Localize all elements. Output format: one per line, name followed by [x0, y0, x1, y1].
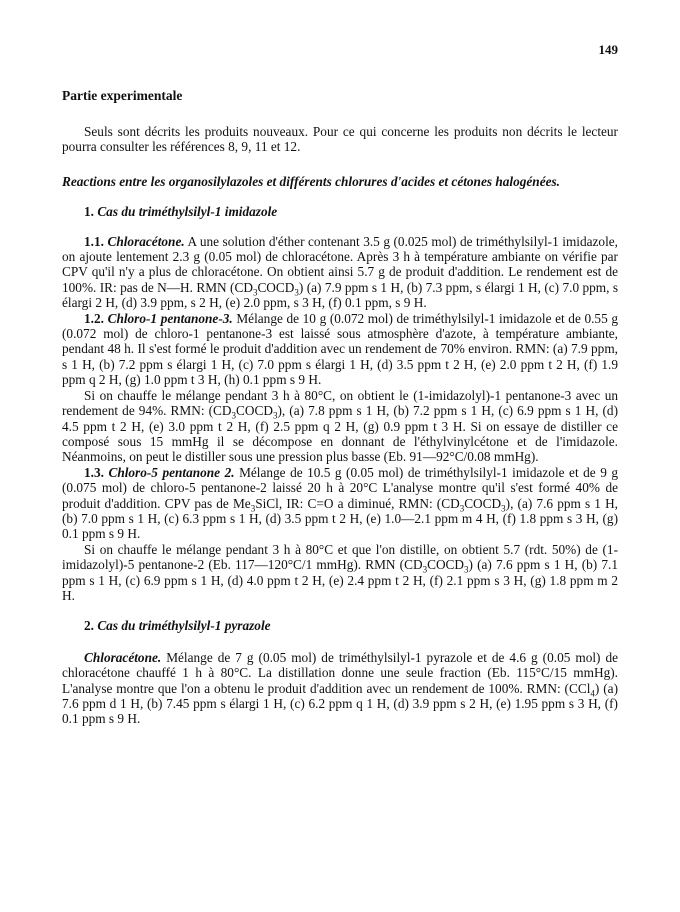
subsection-title: Cas du triméthylsilyl-1 pyrazole	[97, 618, 271, 634]
paragraph-title: Chloracétone.	[107, 233, 185, 249]
subscript: 3	[459, 503, 465, 514]
paragraph-number: 1.1.	[84, 233, 104, 249]
paragraph-title: Chloro-5 pentanone 2.	[108, 464, 235, 480]
paragraph-chloracetone-imidazole	[62, 234, 618, 311]
text-run: ) (a) 7.6 ppm d 1 H, (b) 7.45 ppm s élargi 1 H, (c) 6.2 ppm q 1 H, (d) 3.9 ppm s 2 H, (e) 1.95 ppm s 3 H, (f) 0.1 ppm s 9 H.	[62, 680, 618, 727]
subscript: 3	[501, 503, 506, 514]
text-run: Mélange de 7 g (0.05 mol) de triméthylsilyl-1 pyrazole et de 4.6 g (0.05 mol) de chloracétone chauffé 1 h à 80°C. La distillation donne une seule fraction (Eb. 115°C/15 mmHg). L'analyse montre que l'on a obtenu le produit d'addition avec un rendement de 100%. RMN: (CCl	[62, 649, 619, 696]
paragraph-label	[84, 311, 233, 326]
text-run: COCD	[464, 495, 502, 511]
text-run: COCD	[257, 279, 295, 295]
paragraph-number: 1.2.	[84, 310, 104, 326]
paragraph-heating-pentanone-3	[62, 388, 618, 465]
paragraph-label	[84, 465, 235, 480]
paragraph-label	[84, 234, 185, 249]
text-run: ) (a) 7.6 ppm s 1 H, (b) 7.1 ppm s 1 H, (c) 6.9 ppm s 1 H, (d) 4.0 ppm t 2 H, (e) 2.4 ppm t 2 H, (f) 2.1 ppm s 3 H, (g) 1.8 ppm m 2 H.	[62, 557, 618, 603]
paragraph-heating-pentanone-2	[62, 542, 618, 604]
text-run: COCD	[427, 557, 465, 573]
text-run: ), (a) 7.8 ppm s 1 H, (b) 7.2 ppm s 1 H, (c) 6.9 ppm s 1 H, (d) 4.5 ppm t 2 H, (e) 3.0 ppm t 2 H, (f) 2.5 ppm q 2 H, (g) 0.9 ppm t 3 H. Si on essaye de distiller ce composé sous 15 mmHg il se décompose en donnant de l'éthylvinylcétone et de l'imidazole. Néanmoins, on peut le distiller sous une pression plus basse (Eb. 91—92°C/0.08 mmHg).	[62, 403, 618, 465]
subscript: 3	[250, 503, 256, 514]
paragraph-chloro-pentanone-3	[62, 311, 618, 388]
subsection-number: 1.	[84, 204, 94, 220]
paragraph-title: Chloro-1 pentanone-3.	[107, 310, 233, 326]
text-run: ) (a) 7.9 ppm s 1 H, (b) 7.3 ppm, s élargi 1 H, (c) 7.0 ppm, s élargi 2 H, (d) 3.9 ppm, s 2 H, (e) 2.0 ppm, s 3 H, (f) 0.1 ppm, s 9 H.	[62, 279, 618, 311]
paragraph-chloro-pentanone-2	[62, 465, 618, 542]
text-run: SiCl, IR: C=O a diminué, RMN: (CD	[255, 495, 460, 511]
subscript: 3	[231, 410, 237, 421]
subsection-heading-pyrazole	[62, 618, 618, 633]
subscript: 3	[252, 287, 258, 298]
page-number: 149	[598, 42, 618, 57]
text-run: Mélange de 10.5 g (0.05 mol) de triméthylsilyl-1 imidazole et de 9 g (0.075 mol) de chloro-5 pentanone-2 laissé 20 h à 20°C L'analyse montre qu'il s'est formé 40% de produit d'addition. CPV pas de Me	[62, 464, 618, 511]
subscript: 3	[464, 564, 469, 575]
text-run: Mélange de 10 g (0.072 mol) de triméthylsilyl-1 imidazole et de 0.55 g (0.072 mol) de chloro-1 pentanone-3 est laissé sous atmosphère d'azote, à température ambiante, pendant 48 h. Il s'est formé le produit d'addition avec un rendement de 70% environ. RMN: (a) 7.9 ppm, s 1 H, (b) 7.2 ppm s élargi 1 H, (c) 7.0 ppm s élargi 1 H, (d) 3.5 ppm t 2 H, (e) 2.0 ppm t 2 H, (f) 1.9 ppm q 2 H, (g) 1.0 ppm t 3 H, (h) 0.1 ppm s 9 H.	[62, 310, 618, 388]
subscript: 4	[590, 688, 595, 699]
subsection-title: Cas du triméthylsilyl-1 imidazole	[97, 204, 278, 220]
text-run: Si on chauffe le mélange pendant 3 h à 80°C, on obtient le (1-imidazolyl)-1 pentanone-3 avec un rendement de 94%. RMN: (CD	[62, 387, 618, 419]
subsection-heading-imidazole	[62, 204, 618, 219]
paragraph-number: 1.3.	[84, 464, 104, 480]
reactions-heading: Reactions entre les organosilylazoles et différents chlorures d'acides et cétones halogénées.	[62, 173, 560, 189]
paragraph-title: Chloracétone.	[84, 649, 162, 665]
section-title: Partie experimentale	[62, 88, 183, 103]
body-text	[62, 124, 618, 727]
intro-paragraph: Seuls sont décrits les produits nouveaux. Pour ce qui concerne les produits non décrits le lecteur pourra consulter les références 8, 9, 11 et 12.	[62, 124, 618, 155]
text-run: ), (a) 7.6 ppm s 1 H, (b) 7.0 ppm s 1 H, (c) 6.3 ppm s 1 H, (d) 3.5 ppm t 2 H, (e) 1.0—2.1 ppm m 4 H, (f) 1.8 ppm s 3 H, (g) 0.1 ppm s 9 H.	[62, 495, 619, 542]
subscript: 3	[294, 287, 299, 298]
subscript: 3	[422, 564, 428, 575]
text-run: Si on chauffe le mélange pendant 3 h à 80°C et que l'on distille, on obtient 5.7 (rdt. 50%) de (1-imidazolyl)-5 pentanone-2 (Eb. 117—120°C/1 mmHg). RMN (CD	[62, 541, 618, 573]
subscript: 3	[272, 410, 278, 421]
text-run: COCD	[236, 403, 273, 419]
paragraph-chloracetone-pyrazole	[62, 650, 618, 727]
text-run: A une solution d'éther contenant 3.5 g (0.025 mol) de triméthylsilyl-1 imidazole, on ajoute lentement 2.3 g (0.05 mol) de chloracétone. Après 3 h à température ambiante on vérifie par CPV qu'il n'y a plus de chloracétone. On obtient ainsi 5.7 g de produit d'addition. Le rendement est de 100%. IR: pas de N—H. RMN (CD	[62, 233, 619, 295]
subsection-number: 2.	[84, 618, 94, 634]
